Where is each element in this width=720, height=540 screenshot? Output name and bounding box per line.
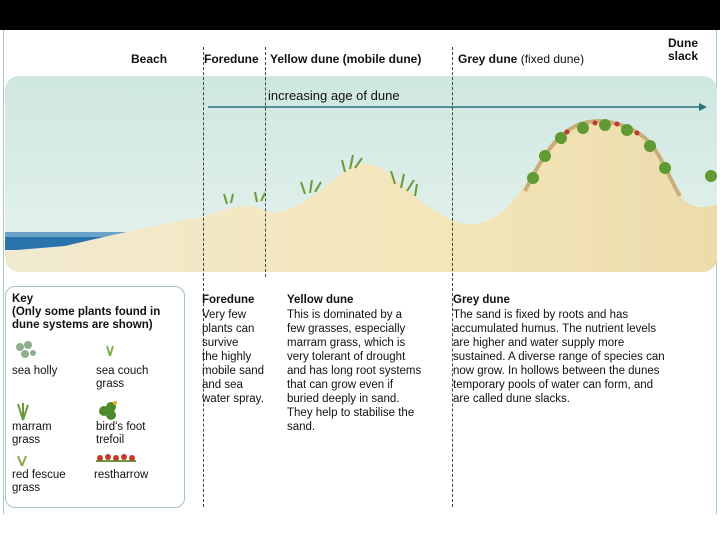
grey-dune-paren-label: (fixed dune) [520,52,585,66]
key-label-sea-couch-line2: grass [96,378,125,390]
key-title-line2: (Only some plants found in [12,306,161,318]
foredune-desc-line: and sea [202,379,243,391]
key-label-red-fescue-grass [12,469,66,495]
grey-desc-line: sustained. A diverse range of species can [453,351,665,363]
key-label-sea-couch-line1: sea couch [96,365,149,377]
foredune-desc-body [202,308,264,406]
foredune-desc-line: survive [202,337,239,349]
yellow-desc-line: few grasses, especially [287,323,406,335]
key-label-sea-holly: sea holly [12,365,58,377]
foredune-desc-line: plants can [202,323,255,335]
grey-desc-line: The sand is fixed by roots and has [453,309,629,321]
yellow-desc-line: marram grass, which is [287,337,406,349]
key-title-line3: dune systems are shown) [12,319,153,331]
dune-landscape [5,76,717,272]
age-arrow-label: increasing age of dune [268,88,400,103]
foredune-desc-line: water spray. [202,393,264,405]
yellow-desc-line: very tolerant of drought [287,351,406,363]
zone-label-dune-slack [668,37,698,63]
zone-label-foredune: Foredune [204,52,259,66]
yellow-dune-desc-title: Yellow dune [287,294,354,306]
foredune-desc-line: the highly [202,351,252,363]
dune-slack-line1: Dune [668,36,699,50]
sea-holly-icon [12,339,38,361]
grey-dune-desc-title: Grey dune [453,294,510,306]
key-label-marram-grass [12,421,52,447]
divider-foredune-yellow [265,47,266,277]
key-label-sea-couch-grass [96,365,148,391]
divider-beach-foredune [203,47,204,507]
restharrow-icon [94,453,138,465]
divider-yellow-grey [452,47,453,507]
key-label-red-fescue-line2: grass [12,482,41,494]
foredune-desc-line: Very few [202,309,247,321]
key-label-trefoil-line2: trefoil [96,434,125,446]
grey-desc-line: now grow. In hollows between the dunes [453,365,660,377]
key-label-restharrow: restharrow [94,469,149,481]
bottom-margin [0,514,720,540]
yellow-desc-line: sand. [287,421,316,433]
red-fescue-grass-icon [14,453,30,467]
key-label-birds-foot-trefoil [96,421,146,447]
key-title [12,293,160,332]
yellow-desc-line: and has long root systems [287,365,422,377]
sea-couch-grass-icon [102,343,118,357]
birds-foot-trefoil-icon [96,399,120,421]
dune-slack-line2: slack [668,49,699,63]
dune-cross-section-svg [5,76,717,272]
yellow-desc-line: This is dominated by a [287,309,403,321]
grey-desc-line: temporary pools of water can form, and [453,379,654,391]
grey-dune-desc-body [453,308,665,406]
key-label-trefoil-line1: bird's foot [96,421,146,433]
zone-label-beach: Beach [131,52,168,66]
top-black-bar [0,0,720,30]
grey-desc-line: accumulated humus. The nutrient levels [453,323,657,335]
yellow-desc-line: They help to stabilise the [287,407,415,419]
grey-desc-line: are called dune slacks. [453,393,570,405]
foredune-desc-title: Foredune [202,294,255,306]
key-label-red-fescue-line1: red fescue [12,469,66,481]
foredune-desc-line: mobile sand [202,365,265,377]
yellow-desc-line: that can grow even if [287,379,394,391]
zone-label-grey-dune [458,52,584,66]
yellow-dune-desc-body [287,308,421,434]
key-box [5,286,185,508]
key-label-marram-line1: marram [12,421,52,433]
marram-grass-icon [14,401,32,421]
zone-label-yellow-dune: Yellow dune (mobile dune) [270,52,422,66]
yellow-desc-line: buried deeply in sand. [287,393,400,405]
key-title-line1: Key [12,293,34,305]
key-label-marram-line2: grass [12,434,41,446]
grey-dune-main-label: Grey dune [458,52,518,66]
grey-desc-line: are higher and water supply more [453,337,625,349]
